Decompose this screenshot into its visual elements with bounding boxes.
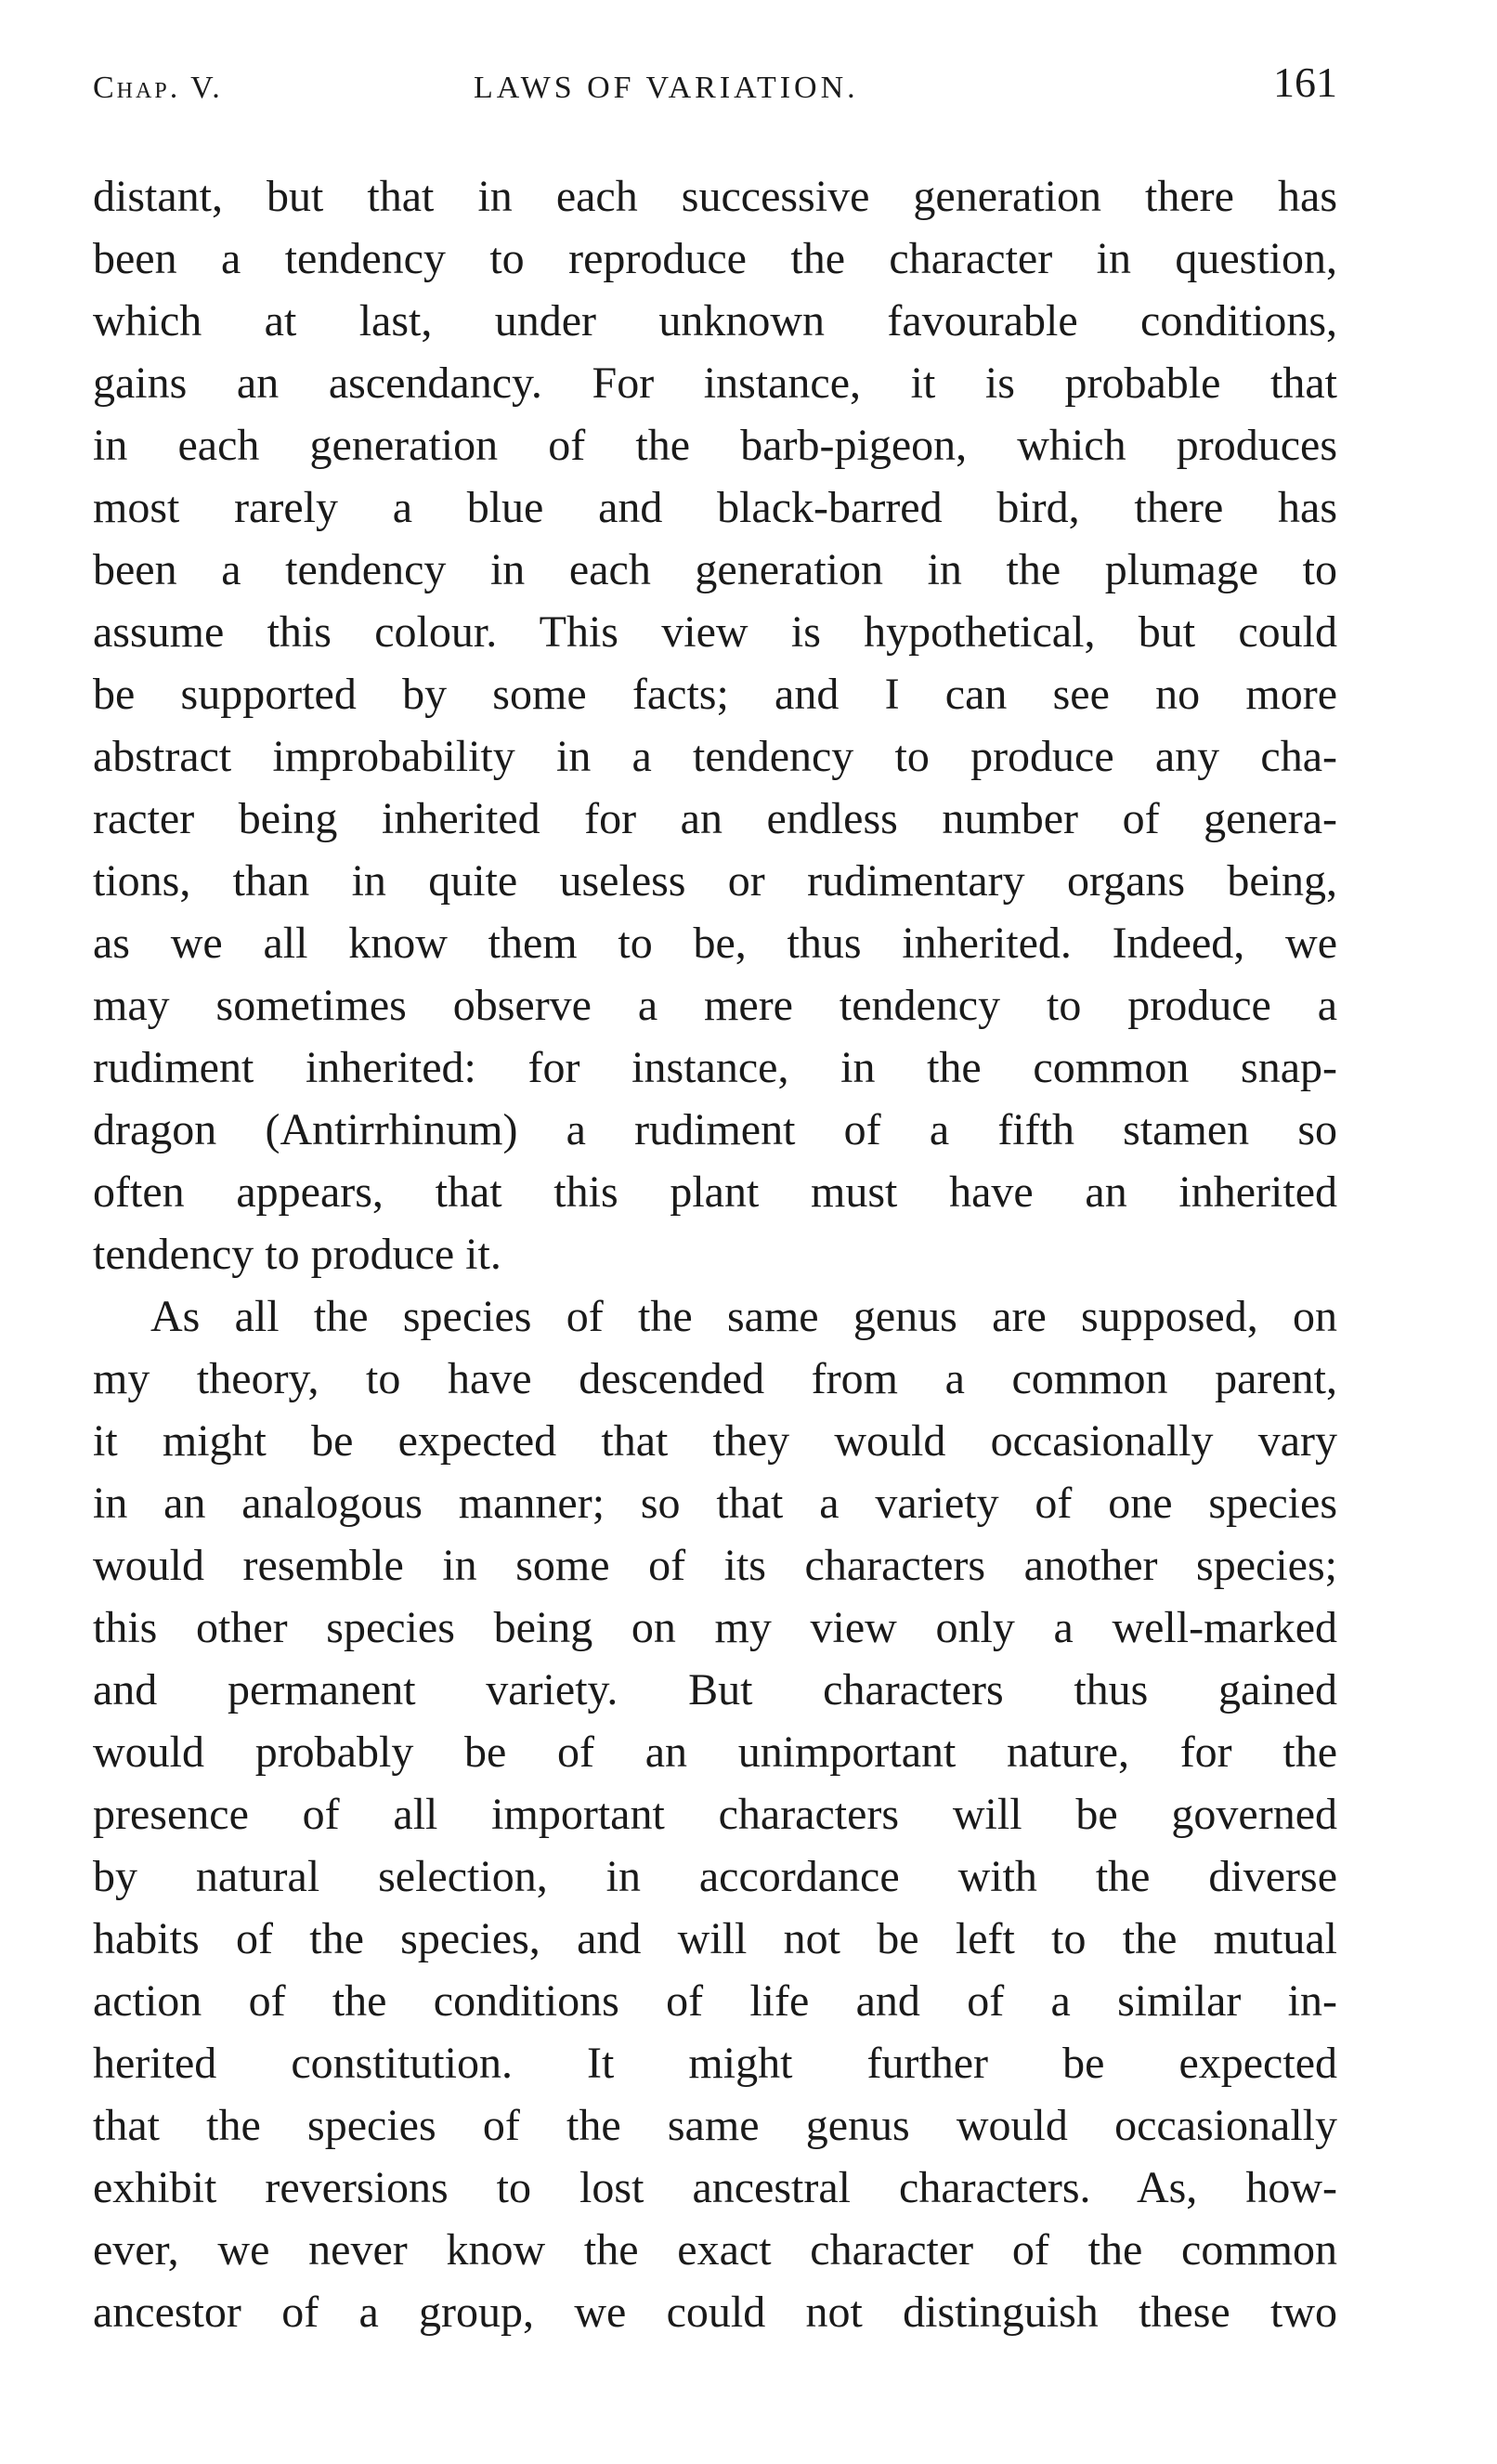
- text-line: presence of all important characters will be governed: [93, 1790, 1337, 1839]
- text-line: assume this colour. This view is hypothetical, but could: [93, 607, 1337, 657]
- text-line: by natural selection, in accordance with the diverse: [93, 1852, 1337, 1901]
- text-line: abstract improbability in a tendency to produce any cha-: [93, 732, 1337, 781]
- text-line: which at last, under unknown favourable conditions,: [93, 296, 1337, 345]
- paragraph-start-line: As all the species of the same genus are supposed, on: [150, 1292, 1337, 1341]
- running-title: LAWS OF VARIATION.: [474, 71, 859, 105]
- text-line: gains an ascendancy. For instance, it is probable that: [93, 359, 1337, 408]
- text-line: habits of the species, and will not be left to the mutual: [93, 1914, 1337, 1963]
- text-line: ancestor of a group, we could not distinguish these two: [93, 2288, 1337, 2337]
- text-line: herited constitution. It might further be expected: [93, 2039, 1337, 2088]
- chapter-label: Chap. V.: [93, 71, 223, 105]
- text-line: would resemble in some of its characters another species;: [93, 1541, 1337, 1590]
- text-line: it might be expected that they would occasionally vary: [93, 1416, 1337, 1466]
- body-text: [93, 165, 1337, 2343]
- page-number: 161: [1273, 59, 1337, 106]
- text-line: distant, but that in each successive generation there has: [93, 172, 1337, 221]
- text-line: tions, than in quite useless or rudimentary organs being,: [93, 856, 1337, 906]
- paragraph-end-line: tendency to produce it.: [93, 1230, 501, 1279]
- text-line: may sometimes observe a mere tendency to produce a: [93, 981, 1337, 1030]
- text-line: and permanent variety. But characters thus gained: [93, 1665, 1337, 1714]
- text-line: racter being inherited for an endless number of genera-: [93, 794, 1337, 843]
- text-line: been a tendency to reproduce the character in question,: [93, 234, 1337, 283]
- text-line: ever, we never know the exact character of the common: [93, 2225, 1337, 2275]
- text-line: in each generation of the barb-pigeon, which produces: [93, 421, 1337, 470]
- text-line: be supported by some facts; and I can see no more: [93, 670, 1337, 719]
- text-line: would probably be of an unimportant nature, for the: [93, 1727, 1337, 1777]
- text-line: that the species of the same genus would occasionally: [93, 2101, 1337, 2150]
- text-line: action of the conditions of life and of a similar in-: [93, 1976, 1337, 2026]
- text-line: been a tendency in each generation in the plumage to: [93, 545, 1337, 594]
- text-line: dragon (Antirrhinum) a rudiment of a fifth stamen so: [93, 1105, 1337, 1154]
- text-line: this other species being on my view only a well-marked: [93, 1603, 1337, 1652]
- text-line: in an analogous manner; so that a variety of one species: [93, 1479, 1337, 1528]
- text-line: rudiment inherited: for instance, in the common snap-: [93, 1043, 1337, 1092]
- text-line: often appears, that this plant must have an inherited: [93, 1167, 1337, 1217]
- text-line: as we all know them to be, thus inherited. Indeed, we: [93, 919, 1337, 968]
- text-line: most rarely a blue and black-barred bird, there has: [93, 483, 1337, 532]
- text-line: exhibit reversions to lost ancestral characters. As, how-: [93, 2163, 1337, 2212]
- running-head: [93, 58, 1337, 123]
- text-line: my theory, to have descended from a common parent,: [93, 1354, 1337, 1403]
